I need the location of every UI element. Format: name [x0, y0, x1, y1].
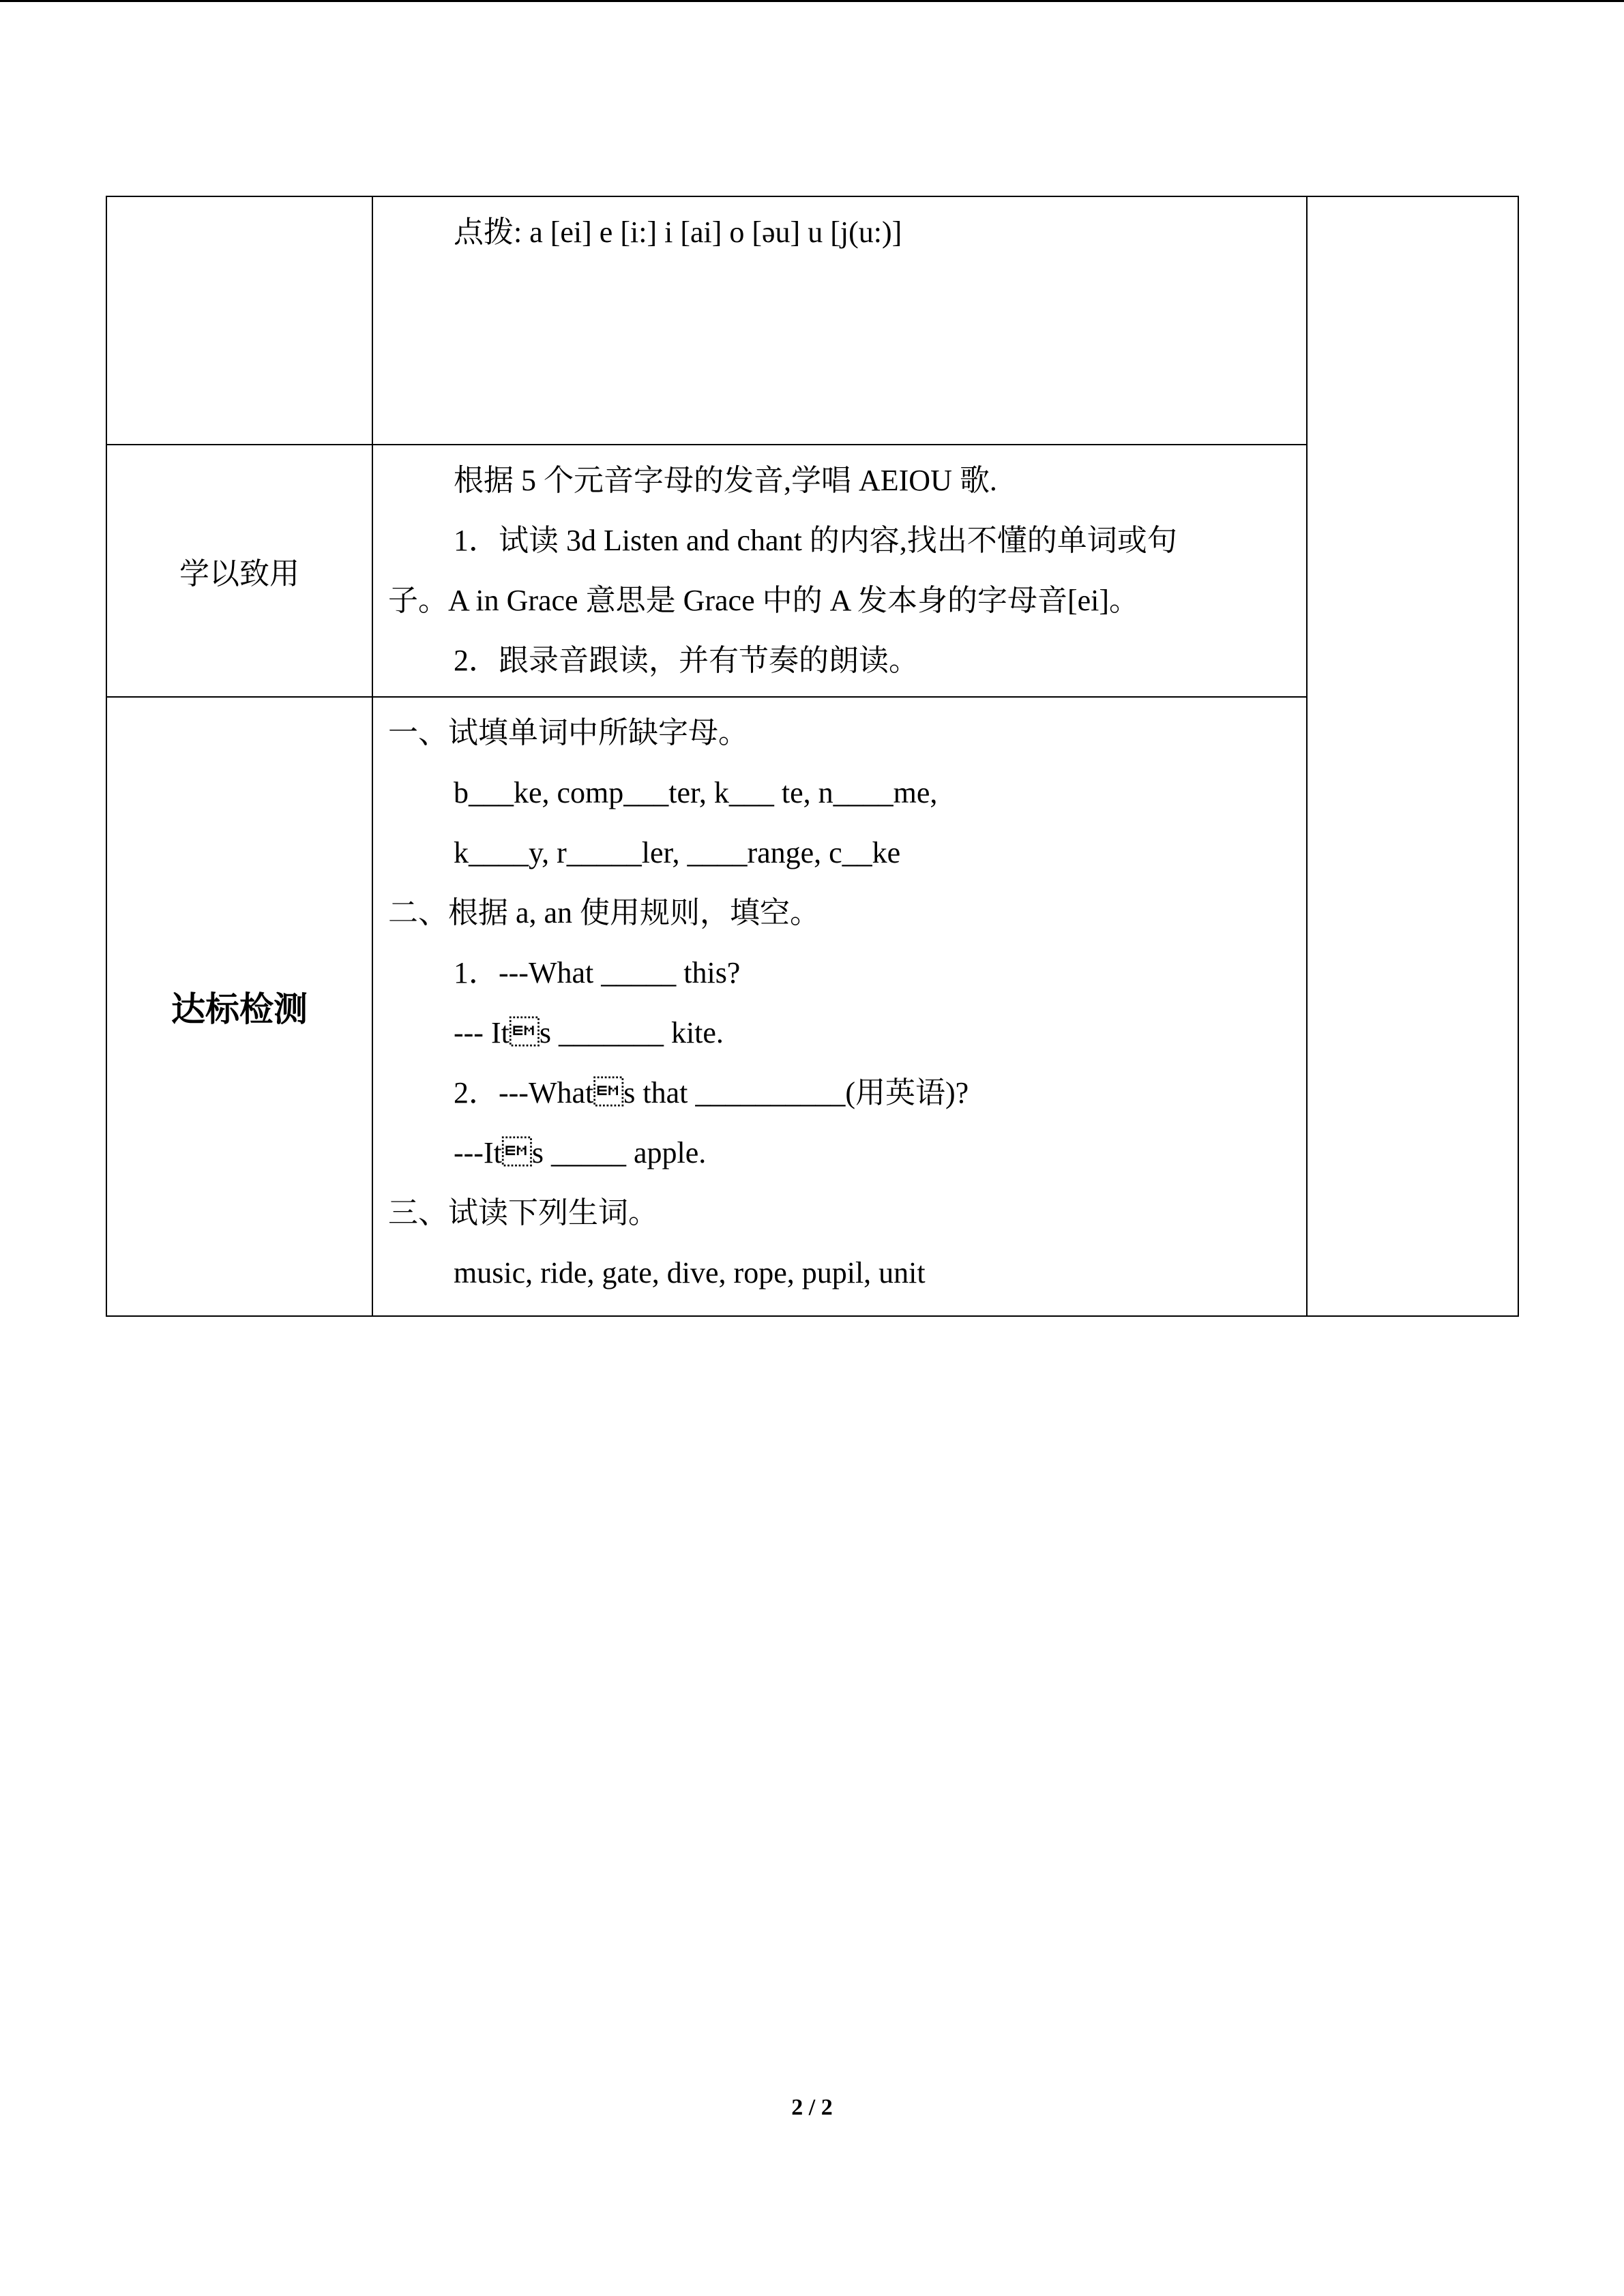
- top-rule: [0, 0, 1624, 2]
- apply-line-1: 根据 5 个元音字母的发音,学唱 AEIOU 歌.: [454, 464, 997, 497]
- section-1-heading: 一、试填单词中所缺字母。: [388, 716, 748, 749]
- question-2: 2．---Whats that __________(用英语)?: [454, 1076, 969, 1109]
- answer-1: --- Its _______ kite.: [454, 1016, 724, 1049]
- apply-line-3: 子。A in Grace 意思是 Grace 中的 A 发本身的字母音[ei]。: [388, 584, 1140, 617]
- table-row: [106, 196, 1518, 445]
- apply-line-2: 1．试读 3d Listen and chant 的内容,找出不懂的单词或句: [454, 524, 1177, 557]
- side-column: [1307, 196, 1518, 1316]
- test-cell: [372, 697, 1307, 1316]
- page-number: 2 / 2: [791, 2095, 833, 2120]
- lesson-table: [106, 196, 1519, 1317]
- apply-line-4: 2．跟录音跟读，并有节奏的朗读。: [454, 644, 919, 677]
- apply-cell: [372, 445, 1307, 697]
- word-list: music, ride, gate, dive, rope, pupil, unit: [454, 1256, 926, 1289]
- fill-letters-line-2: k____y, r_____ler, ____range, c__ke: [454, 836, 901, 869]
- answer-2: ---Its _____ apple.: [454, 1136, 707, 1169]
- row-label-empty: [106, 196, 372, 445]
- question-1: 1．---What _____ this?: [454, 956, 741, 989]
- fill-letters-line-1: b___ke, comp___ter, k___ te, n____me,: [454, 776, 938, 809]
- section-3-heading: 三、试读下列生词。: [388, 1196, 658, 1229]
- tip-cell: [372, 196, 1307, 445]
- section-2-heading: 二、根据 a, an 使用规则，填空。: [388, 896, 821, 929]
- table-row: [106, 697, 1518, 1316]
- table-row: [106, 445, 1518, 697]
- row-label-apply: 学以致用: [106, 445, 372, 697]
- phonics-tip: 点拨: a [ei] e [i:] i [ai] o [əu] u [j(u:)]: [454, 215, 902, 249]
- row-label-test: 达标检测: [106, 697, 372, 1316]
